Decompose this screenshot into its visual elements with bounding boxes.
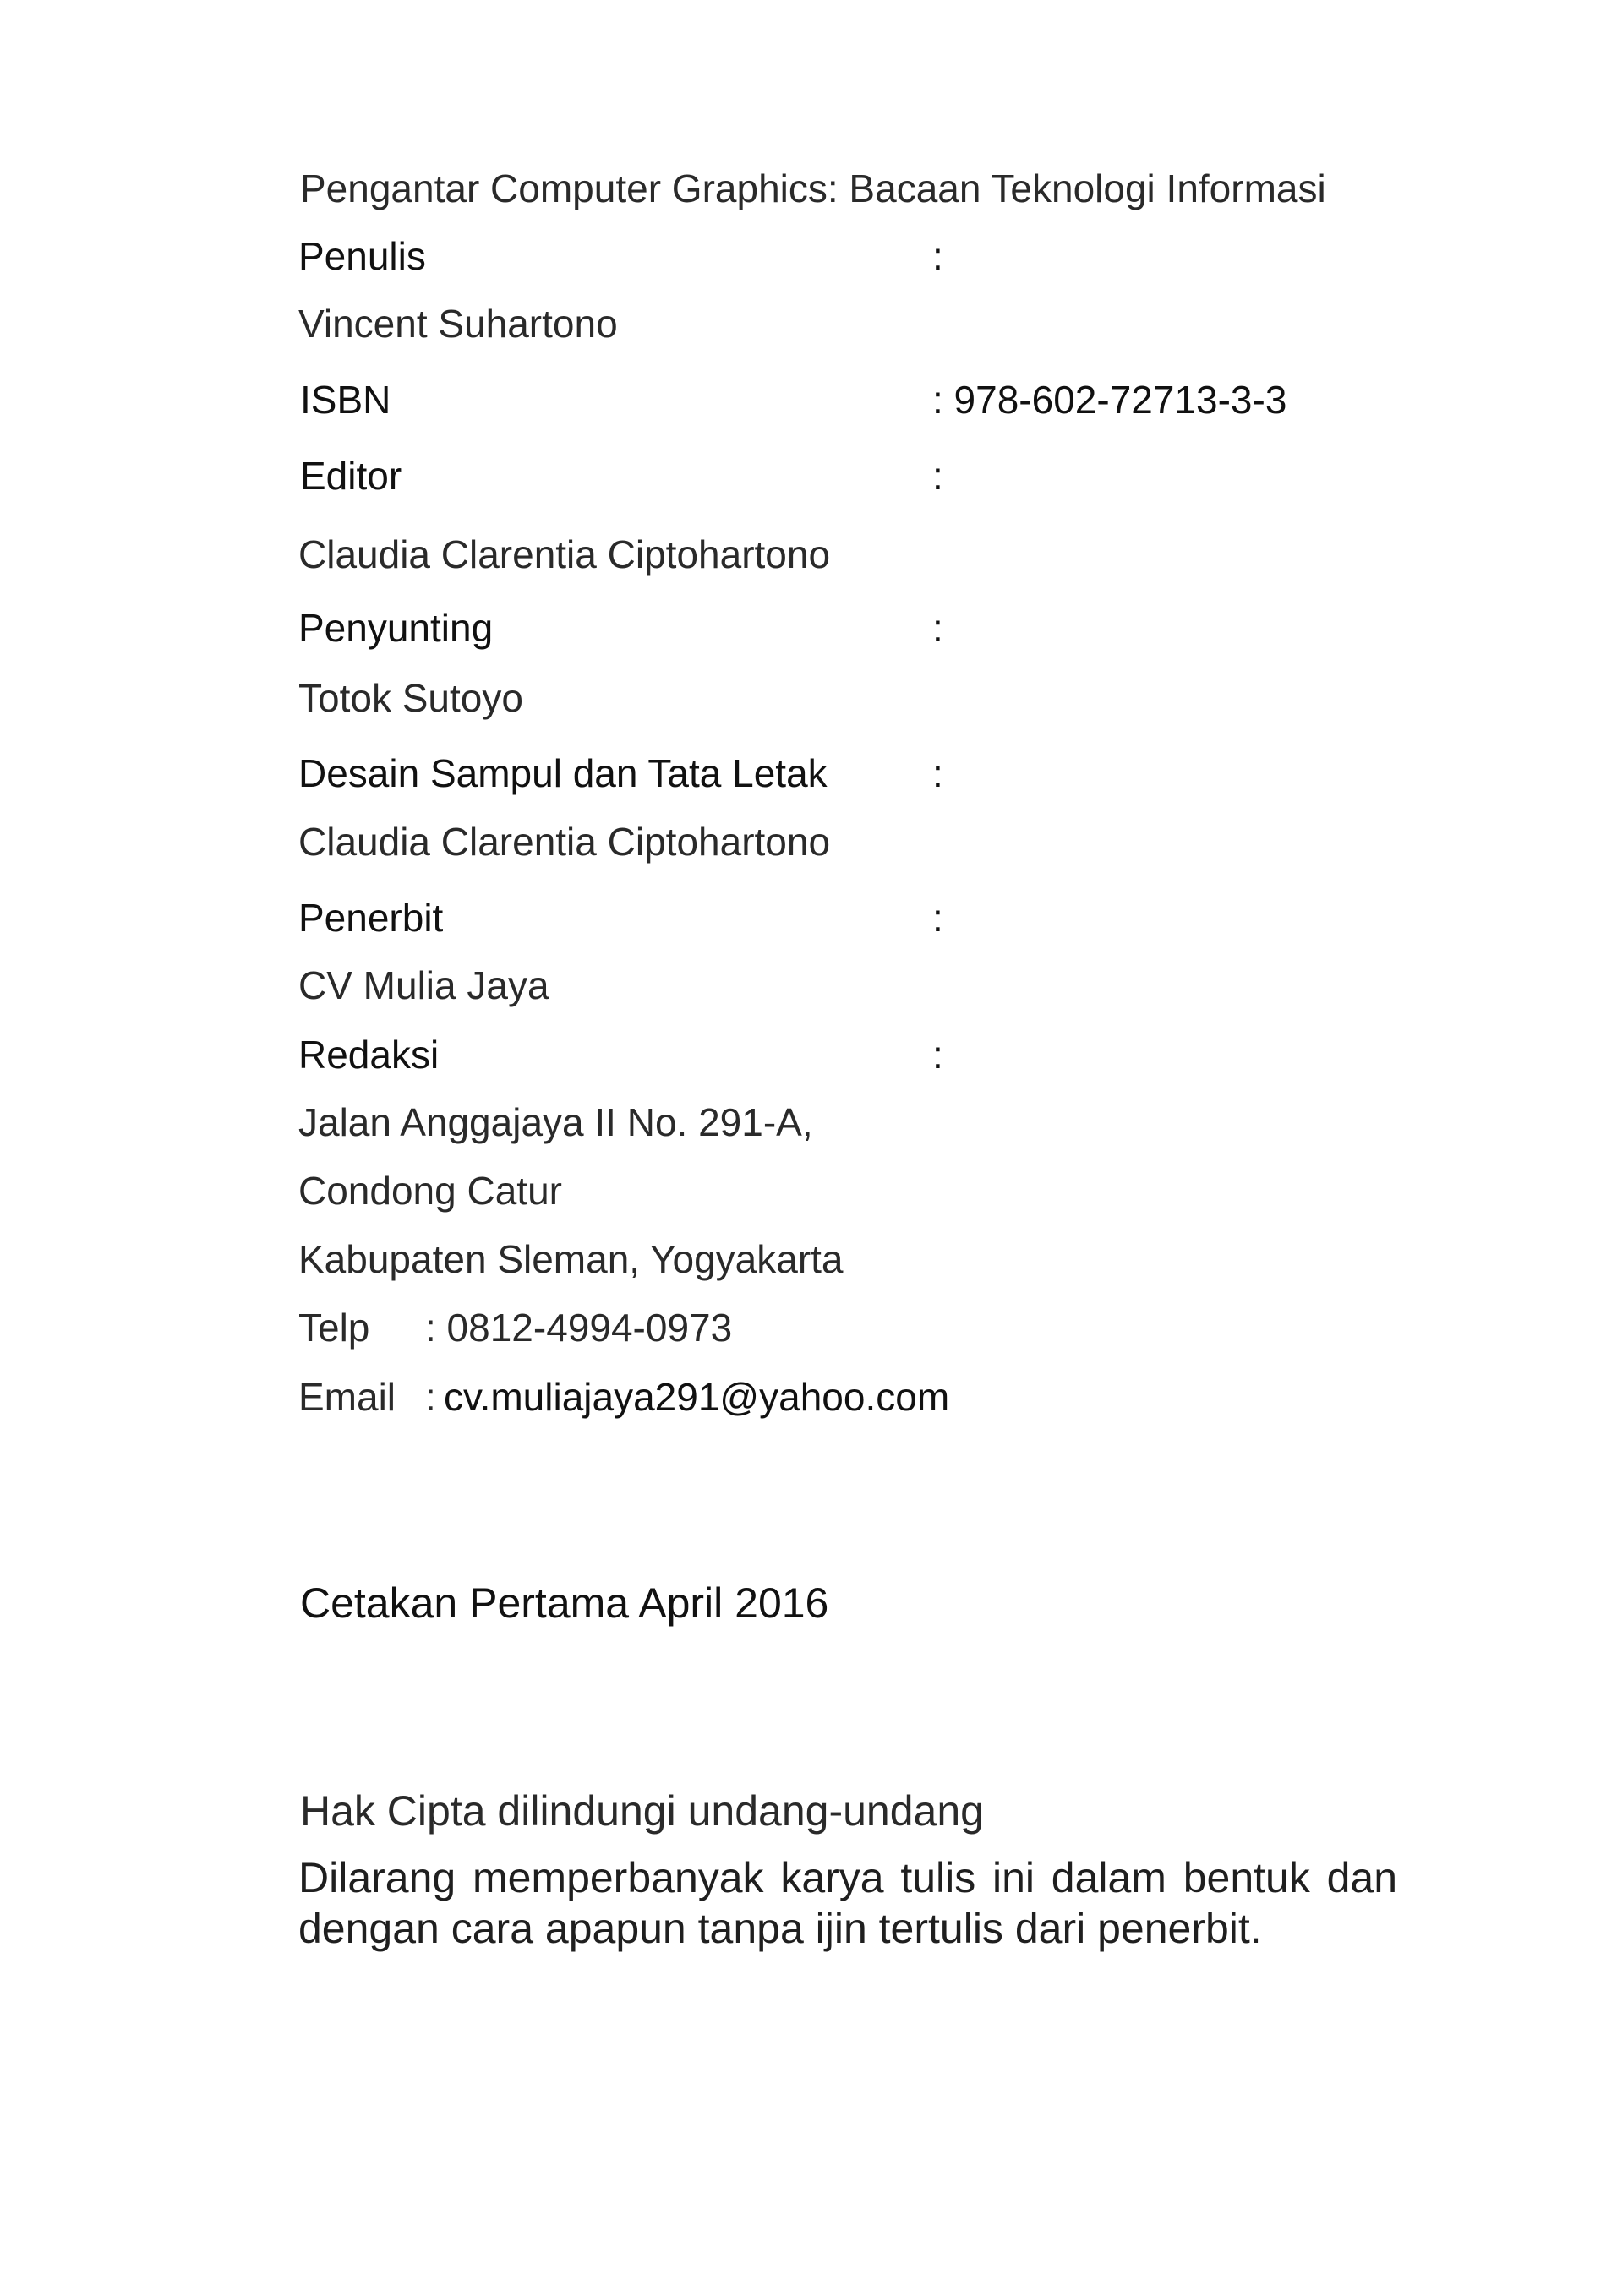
edition-text: Cetakan Pertama April 2016 (300, 1579, 829, 1627)
email-value: cv.muliajaya291@yahoo.com (444, 1375, 950, 1419)
editor-separator: : (932, 454, 943, 498)
email-label: Email (298, 1375, 396, 1419)
copyright-notice: Dilarang memperbanyak karya tulis ini dalam bentuk dan dengan cara apapun tanpa ijin tertulis dari penerbit. (298, 1854, 1397, 1952)
redaksi-address-line: Condong Catur (298, 1169, 562, 1213)
redaksi-separator: : (932, 1033, 943, 1077)
penerbit-separator: : (932, 896, 943, 940)
redaksi-address-line: Jalan Anggajaya II No. 291-A, (298, 1100, 813, 1144)
desain-label: Desain Sampul dan Tata Letak (298, 751, 828, 795)
telp-label: Telp (298, 1306, 370, 1350)
redaksi-label: Redaksi (298, 1033, 440, 1077)
penulis-value: Vincent Suhartono (298, 302, 618, 346)
penyunting-value: Totok Sutoyo (298, 676, 523, 720)
copyright-line: Hak Cipta dilindungi undang-undang (300, 1787, 984, 1835)
isbn-value: : 978-602-72713-3-3 (932, 378, 1287, 422)
redaksi-address-line: Kabupaten Sleman, Yogyakarta (298, 1237, 844, 1281)
penulis-label: Penulis (298, 234, 426, 278)
penulis-separator: : (932, 234, 943, 278)
isbn-label: ISBN (300, 378, 391, 422)
penerbit-label: Penerbit (298, 896, 444, 940)
book-title: Pengantar Computer Graphics: Bacaan Teknologi Informasi (300, 166, 1326, 210)
editor-value: Claudia Clarentia Ciptohartono (298, 532, 831, 576)
telp-value: : 0812-4994-0973 (425, 1306, 733, 1350)
desain-value: Claudia Clarentia Ciptohartono (298, 820, 831, 864)
desain-separator: : (932, 751, 943, 795)
penyunting-separator: : (932, 606, 943, 650)
editor-label: Editor (300, 454, 402, 498)
email-separator: : (425, 1375, 436, 1419)
penyunting-label: Penyunting (298, 606, 494, 650)
penerbit-value: CV Mulia Jaya (298, 963, 549, 1007)
